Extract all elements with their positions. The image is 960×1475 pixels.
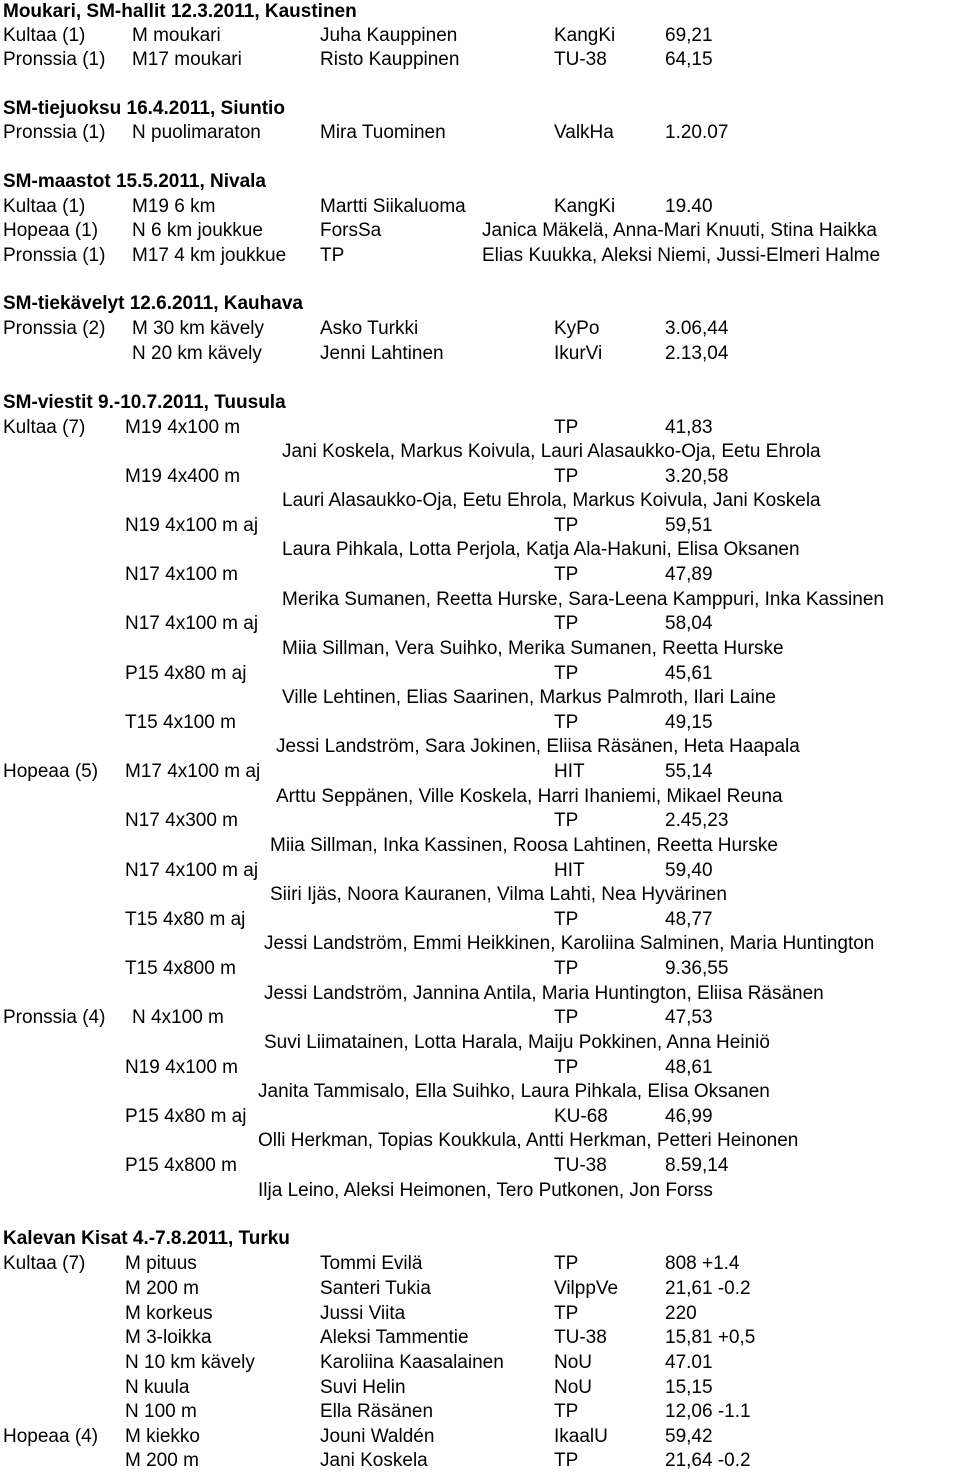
club: KyPo (554, 318, 600, 339)
result-row (0, 1302, 960, 1326)
club: TU-38 (554, 49, 607, 70)
club: TP (554, 613, 579, 634)
relay-row (0, 957, 960, 981)
club: IkaalU (554, 1426, 608, 1447)
athlete: Mira Tuominen (320, 122, 446, 143)
relay-row (0, 760, 960, 784)
relay-members: Merika Sumanen, Reetta Hurske, Sara-Leena Kamppuri, Inka Kassinen (282, 589, 884, 610)
club: TP (554, 1450, 579, 1471)
medal: Kultaa (1) (3, 196, 86, 217)
event: T15 4x80 m aj (125, 909, 246, 930)
club: TP (554, 466, 579, 487)
athlete: Risto Kauppinen (320, 49, 460, 70)
event: N17 4x300 m (125, 810, 239, 831)
club: TP (320, 245, 345, 266)
medal: Pronssia (1) (3, 245, 106, 266)
result-row (0, 195, 960, 219)
result: 8.59,14 (665, 1155, 729, 1176)
result-row (0, 1376, 960, 1400)
result: 3.20,58 (665, 466, 729, 487)
relay-members: Lauri Alasaukko-Oja, Eetu Ehrola, Markus Koivula, Jani Koskela (282, 490, 821, 511)
event: N kuula (125, 1377, 190, 1398)
result: 46,99 (665, 1106, 713, 1127)
club: TU-38 (554, 1327, 607, 1348)
result: 15,81 +0,5 (665, 1327, 756, 1348)
result-row (0, 1252, 960, 1276)
club: KangKi (554, 196, 616, 217)
club: TP (554, 958, 579, 979)
medal: Kultaa (7) (3, 417, 86, 438)
event: N17 4x100 m (125, 564, 239, 585)
athlete: Santeri Tukia (320, 1278, 431, 1299)
club: TP (554, 515, 579, 536)
event: M 200 m (125, 1278, 199, 1299)
relay-members: Olli Herkman, Topias Koukkula, Antti Herkman, Petteri Heinonen (258, 1130, 799, 1151)
result: 55,14 (665, 761, 713, 782)
club: TP (554, 1007, 579, 1028)
result: 19.40 (665, 196, 713, 217)
relay-members: Laura Pihkala, Lotta Perjola, Katja Ala-Hakuni, Elisa Oksanen (282, 539, 800, 560)
result-row (0, 1326, 960, 1350)
event: N19 4x100 m (125, 1057, 239, 1078)
result: 48,77 (665, 909, 713, 930)
result: 69,21 (665, 25, 713, 46)
relay-members: Ilja Leino, Aleksi Heimonen, Tero Putkonen, Jon Forss (258, 1180, 713, 1201)
club: TP (554, 810, 579, 831)
club: HIT (554, 860, 585, 881)
relay-row (0, 1056, 960, 1080)
result-row (0, 48, 960, 72)
result: 59,42 (665, 1426, 713, 1447)
relay-members: Janita Tammisalo, Ella Suihko, Laura Pihkala, Elisa Oksanen (258, 1081, 770, 1102)
club: NoU (554, 1377, 593, 1398)
relay-row (0, 1105, 960, 1129)
athlete: Aleksi Tammentie (320, 1327, 469, 1348)
result: 49,15 (665, 712, 713, 733)
club: TP (554, 1401, 579, 1422)
athlete: Karoliina Kaasalainen (320, 1352, 504, 1373)
result-row (0, 121, 960, 145)
club: KangKi (554, 25, 616, 46)
medal: Kultaa (7) (3, 1253, 86, 1274)
result-row (0, 1351, 960, 1375)
result-row (0, 1425, 960, 1449)
event: P15 4x800 m (125, 1155, 237, 1176)
event: N 6 km joukkue (132, 220, 263, 241)
result: 47,53 (665, 1007, 713, 1028)
club: HIT (554, 761, 585, 782)
athlete: Jenni Lahtinen (320, 343, 444, 364)
club: TP (554, 712, 579, 733)
event: M17 4 km joukkue (132, 245, 287, 266)
club: TP (554, 1253, 579, 1274)
medal: Hopeaa (4) (3, 1426, 99, 1447)
result: 21,64 -0.2 (665, 1450, 751, 1471)
relay-members: Jessi Landström, Sara Jokinen, Eliisa Räsänen, Heta Haapala (276, 736, 800, 757)
event: N17 4x100 m aj (125, 860, 259, 881)
relay-row (0, 514, 960, 538)
athlete: Suvi Helin (320, 1377, 406, 1398)
medal: Kultaa (1) (3, 25, 86, 46)
event: M 200 m (125, 1450, 199, 1471)
athlete: Tommi Evilä (320, 1253, 423, 1274)
team-members: Elias Kuukka, Aleksi Niemi, Jussi-Elmeri Halme (482, 245, 881, 266)
relay-row (0, 1154, 960, 1178)
club: TU-38 (554, 1155, 607, 1176)
medal: Pronssia (1) (3, 49, 106, 70)
relay-row (0, 711, 960, 735)
event: N 100 m (125, 1401, 197, 1422)
event: N17 4x100 m aj (125, 613, 259, 634)
event: N puolimaraton (132, 122, 261, 143)
result-row (0, 1277, 960, 1301)
event: T15 4x100 m (125, 712, 236, 733)
event: P15 4x80 m aj (125, 663, 247, 684)
relay-row (0, 465, 960, 489)
medal: Pronssia (2) (3, 318, 106, 339)
result: 41,83 (665, 417, 713, 438)
relay-row (0, 662, 960, 686)
relay-members: Suvi Liimatainen, Lotta Harala, Maiju Pokkinen, Anna Heiniö (264, 1032, 770, 1053)
result: 808 +1.4 (665, 1253, 740, 1274)
result: 3.06,44 (665, 318, 729, 339)
relay-members: Arttu Seppänen, Ville Koskela, Harri Ihaniemi, Mikael Reuna (276, 786, 783, 807)
result-row (0, 317, 960, 341)
section-heading: SM-tiejuoksu 16.4.2011, Siuntio (3, 98, 285, 119)
relay-members: Jessi Landström, Emmi Heikkinen, Karoliina Salminen, Maria Huntington (264, 933, 875, 954)
event: P15 4x80 m aj (125, 1106, 247, 1127)
relay-row (0, 563, 960, 587)
club: TP (554, 564, 579, 585)
relay-row (0, 612, 960, 636)
event: N 10 km kävely (125, 1352, 255, 1373)
result: 45,61 (665, 663, 713, 684)
result: 47.01 (665, 1352, 713, 1373)
result-row (0, 219, 960, 243)
event: M19 4x100 m (125, 417, 241, 438)
club: TP (554, 663, 579, 684)
athlete: Ella Räsänen (320, 1401, 434, 1422)
result: 21,61 -0.2 (665, 1278, 751, 1299)
athlete: Juha Kauppinen (320, 25, 458, 46)
result: 9.36,55 (665, 958, 729, 979)
relay-members: Miia Sillman, Inka Kassinen, Roosa Lahtinen, Reetta Hurske (270, 835, 778, 856)
relay-row (0, 908, 960, 932)
club: ValkHa (554, 122, 614, 143)
club: TP (554, 1057, 579, 1078)
club: TP (554, 417, 579, 438)
result: 220 (665, 1303, 697, 1324)
relay-members: Ville Lehtinen, Elias Saarinen, Markus Palmroth, Ilari Laine (282, 687, 776, 708)
event: N19 4x100 m aj (125, 515, 259, 536)
relay-members: Jessi Landström, Jannina Antila, Maria Huntington, Eliisa Räsänen (264, 983, 824, 1004)
relay-members: Jani Koskela, Markus Koivula, Lauri Alasaukko-Oja, Eetu Ehrola (282, 441, 821, 462)
section-heading: SM-tiekävelyt 12.6.2011, Kauhava (3, 293, 303, 314)
result: 59,40 (665, 860, 713, 881)
result-row (0, 244, 960, 268)
event: T15 4x800 m (125, 958, 236, 979)
event: N 4x100 m (132, 1007, 224, 1028)
relay-row (0, 859, 960, 883)
result: 2.45,23 (665, 810, 729, 831)
club: TP (554, 909, 579, 930)
medal: Pronssia (4) (3, 1007, 106, 1028)
result: 58,04 (665, 613, 713, 634)
club: IkurVi (554, 343, 603, 364)
event: M kiekko (125, 1426, 200, 1447)
club: KU-68 (554, 1106, 608, 1127)
relay-row (0, 416, 960, 440)
event: M korkeus (125, 1303, 213, 1324)
result-row (0, 342, 960, 366)
athlete: Jouni Waldén (320, 1426, 435, 1447)
result: 59,51 (665, 515, 713, 536)
result: 15,15 (665, 1377, 713, 1398)
event: M19 4x400 m (125, 466, 241, 487)
club: VilppVe (554, 1278, 619, 1299)
section-heading: SM-maastot 15.5.2011, Nivala (3, 171, 266, 192)
event: M19 6 km (132, 196, 216, 217)
section-heading: SM-viestit 9.-10.7.2011, Tuusula (3, 392, 286, 413)
relay-row (0, 1006, 960, 1030)
result: 47,89 (665, 564, 713, 585)
result: 1.20.07 (665, 122, 729, 143)
result: 48,61 (665, 1057, 713, 1078)
section-heading: Kalevan Kisat 4.-7.8.2011, Turku (3, 1228, 290, 1249)
club: ForsSa (320, 220, 382, 241)
club: NoU (554, 1352, 593, 1373)
event: M pituus (125, 1253, 197, 1274)
result-row (0, 24, 960, 48)
club: TP (554, 1303, 579, 1324)
event: M17 moukari (132, 49, 242, 70)
event: M 3-loikka (125, 1327, 212, 1348)
event: N 20 km kävely (132, 343, 262, 364)
relay-row (0, 809, 960, 833)
result: 64,15 (665, 49, 713, 70)
event: M moukari (132, 25, 221, 46)
team-members: Janica Mäkelä, Anna-Mari Knuuti, Stina Haikka (482, 220, 877, 241)
result: 12,06 -1.1 (665, 1401, 751, 1422)
medal: Pronssia (1) (3, 122, 106, 143)
result: 2.13,04 (665, 343, 729, 364)
result-row (0, 1400, 960, 1424)
relay-members: Siiri Ijäs, Noora Kauranen, Vilma Lahti, Nea Hyvärinen (270, 884, 727, 905)
medal: Hopeaa (5) (3, 761, 99, 782)
event: M 30 km kävely (132, 318, 264, 339)
athlete: Jani Koskela (320, 1450, 428, 1471)
athlete: Asko Turkki (320, 318, 419, 339)
athlete: Jussi Viita (320, 1303, 406, 1324)
event: M17 4x100 m aj (125, 761, 261, 782)
section-heading: Moukari, SM-hallit 12.3.2011, Kaustinen (3, 1, 357, 22)
result-row (0, 1449, 960, 1473)
relay-members: Miia Sillman, Vera Suihko, Merika Sumanen, Reetta Hurske (282, 638, 784, 659)
medal: Hopeaa (1) (3, 220, 99, 241)
athlete: Martti Siikaluoma (320, 196, 466, 217)
